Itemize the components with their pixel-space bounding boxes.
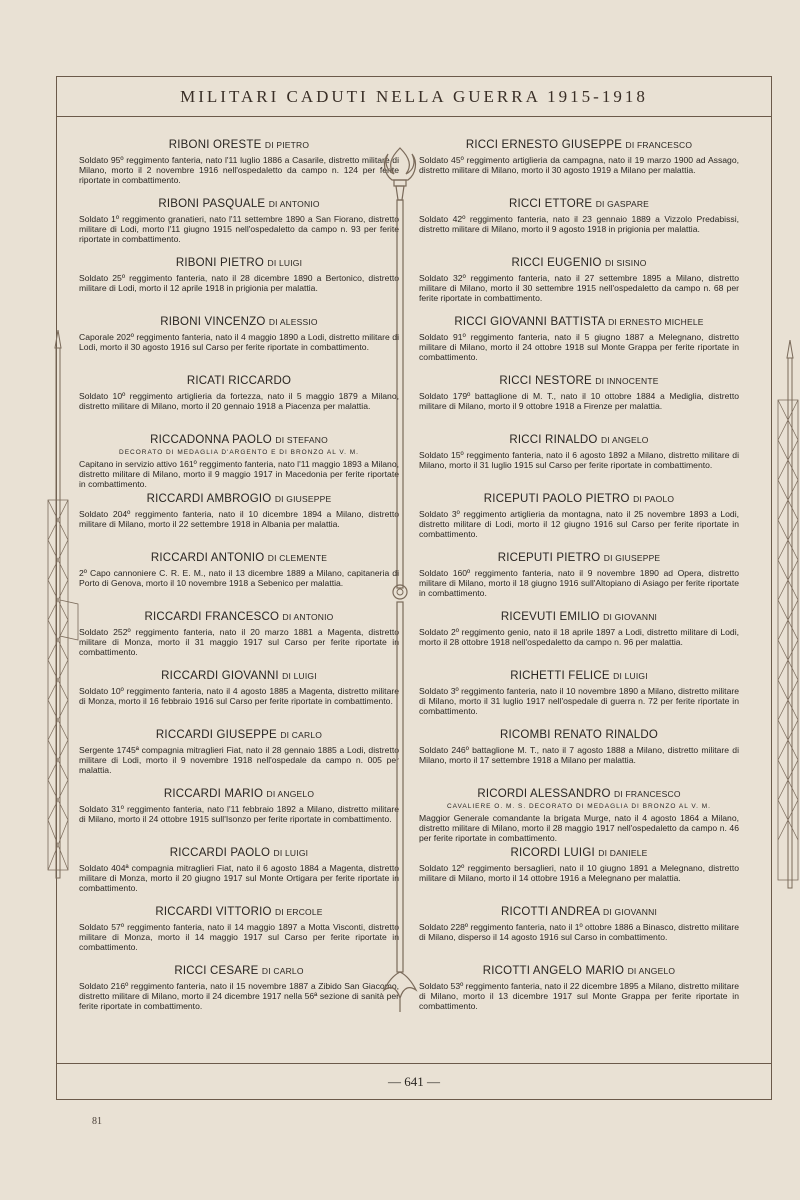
- entry-name: [419, 670, 739, 682]
- entry: [79, 198, 399, 257]
- parent-name: DI GIOVANNI: [603, 612, 658, 622]
- entry: [79, 847, 399, 906]
- entry-name: [79, 965, 399, 977]
- entry-text: Soldato 91º reggimento fanteria, nato il 5 giugno 1887 a Melegnano, distretto militare di Milano, morto il 24 ottobre 1918 sul Monte Grappa per ferite riportate in combattimento.: [419, 332, 739, 363]
- entry-text: Soldato 3º reggimento artiglieria da montagna, nato il 25 novembre 1893 a Lodi, distretto militare di Lodi, morto il 12 giugno 1916 sul Carso per ferite riportate in combattimento.: [419, 509, 739, 540]
- entry-text: Caporale 202º reggimento fanteria, nato il 4 maggio 1890 a Lodi, distretto militare di Lodi, morto il 30 agosto 1916 sul Carso per ferite riportate in combattimento.: [79, 332, 399, 353]
- soldier-name: RICEPUTI PIETRO: [497, 552, 601, 564]
- soldier-name: RICCARDI GIOVANNI: [161, 670, 279, 682]
- entry: [419, 375, 739, 434]
- entry-name: [79, 198, 399, 210]
- entry: [79, 316, 399, 375]
- entry-name: [419, 611, 739, 623]
- soldier-name: RICCARDI FRANCESCO: [144, 611, 280, 623]
- parent-name: DI CLEMENTE: [267, 553, 328, 563]
- entry: [79, 552, 399, 611]
- entry-text: Soldato 2º reggimento genio, nato il 18 aprile 1897 a Lodi, distretto militare di Lodi, morto il 28 ottobre 1918 nell'ospedaletto da campo n. 96 per malattia.: [419, 627, 739, 648]
- entry: [79, 611, 399, 670]
- parent-name: DI CARLO: [280, 730, 323, 740]
- entry-text: Soldato 57º reggimento fanteria, nato il 14 maggio 1897 a Motta Visconti, distretto militare di Monza, morto il 14 maggio 1917 sul Carso per ferite riportate in combattimento.: [79, 922, 399, 953]
- entry: [79, 729, 399, 788]
- entry-text: Soldato 31º reggimento fanteria, nato l'11 febbraio 1892 a Milano, distretto militare di Milano, morto il 24 ottobre 1915 sull'Isonzo per ferite riportate in combattimento.: [79, 804, 399, 825]
- entry-text: Soldato 246º battaglione M. T., nato il 7 agosto 1888 a Milano, distretto militare di Milano, morto il 17 settembre 1918 a Milano per malattia.: [419, 745, 739, 766]
- soldier-name: RICOTTI ANDREA: [500, 906, 600, 918]
- entry-name: [419, 493, 739, 505]
- entry: [79, 139, 399, 198]
- entry-name: [79, 493, 399, 505]
- entry: [419, 906, 739, 965]
- entry-text: Soldato 216º reggimento fanteria, nato il 15 novembre 1887 a Zibido San Giacomo, distretto militare di Milano, morto il 24 dicembre 1917 nella 56ª sezione di sanità per ferite riportate in combattimento.: [79, 981, 399, 1012]
- entry: [79, 434, 399, 493]
- parent-name: DI LUIGI: [273, 848, 309, 858]
- entry-text: Soldato 1º reggimento granatieri, nato l'11 settembre 1890 a San Fiorano, distretto militare di Lodi, morto l'11 giugno 1915 nell'ospedaletto da campo n. 93 per ferite riportate in combattimento.: [79, 214, 399, 245]
- entry: [79, 493, 399, 552]
- entry-name: [79, 670, 399, 682]
- entry: [419, 670, 739, 729]
- soldier-name: RICCARDI VITTORIO: [155, 906, 272, 918]
- entry-name: [79, 788, 399, 800]
- parent-name: DI DANIELE: [598, 848, 648, 858]
- entry-name: [419, 375, 739, 387]
- entry-text: Soldato 12º reggimento bersaglieri, nato il 10 giugno 1891 a Melegnano, distretto militare di Milano, morto il 14 ottobre 1916 a Melegnano per malattia.: [419, 863, 739, 884]
- soldier-name: RICCARDI ANTONIO: [150, 552, 265, 564]
- entry-text: Soldato 404ª compagnia mitraglieri Fiat, nato il 6 agosto 1884 a Magenta, distretto militare di Monza, morto il 20 giugno 1917 sul Monte Ortigara per ferite riportate in combattimento.: [79, 863, 399, 894]
- soldier-name: RIBONI PIETRO: [175, 257, 265, 269]
- title-bar: [57, 77, 771, 117]
- parent-name: DI LUIGI: [613, 671, 648, 681]
- entry-text: Soldato 10º reggimento fanteria, nato il 4 agosto 1885 a Magenta, distretto militare di Monza, morto il 16 febbraio 1916 sul Carso per ferite riportate in combattimento.: [79, 686, 399, 707]
- soldier-name: RICCI ETTORE: [508, 198, 593, 210]
- parent-name: DI FRANCESCO: [614, 789, 681, 799]
- parent-name: DI GIUSEPPE: [603, 553, 661, 563]
- soldier-name: RICATI RICCARDO: [186, 375, 292, 387]
- entry-name: [79, 434, 399, 446]
- parent-name: DI FRANCESCO: [625, 140, 693, 150]
- entry: [419, 198, 739, 257]
- parent-name: DI ANGELO: [627, 966, 676, 976]
- soldier-name: RICCI EUGENIO: [511, 257, 602, 269]
- entry-name: [79, 375, 399, 387]
- parent-name: DI GIOVANNI: [603, 907, 658, 917]
- entry: [419, 257, 739, 316]
- entry-text: Soldato 25º reggimento fanteria, nato il 28 dicembre 1890 a Bertonico, distretto militare di Lodi, morto il 12 aprile 1918 in prigionia per malattia.: [79, 273, 399, 294]
- parent-name: DI PIETRO: [264, 140, 310, 150]
- right-column: [419, 139, 739, 1024]
- page-number: — 641 —: [388, 1073, 440, 1089]
- entry-name: [79, 139, 399, 151]
- entry: [419, 316, 739, 375]
- parent-name: DI ANGELO: [601, 435, 649, 445]
- parent-name: DI ANTONIO: [282, 612, 334, 622]
- entry-name: [419, 434, 739, 446]
- soldier-name: RICHETTI FELICE: [510, 670, 610, 682]
- entry-name: [419, 139, 739, 151]
- entry-name: [79, 611, 399, 623]
- entry: [79, 375, 399, 434]
- parent-name: DI SISINO: [605, 258, 647, 268]
- entry-name: [79, 316, 399, 328]
- entry: [79, 965, 399, 1024]
- entry-name: [419, 847, 739, 859]
- entry-text: Soldato 204º reggimento fanteria, nato il 10 dicembre 1894 a Milano, distretto militare di Milano, morto il 22 settembre 1918 in Albania per malattia.: [79, 509, 399, 530]
- entry-text: Sergente 1745ª compagnia mitraglieri Fiat, nato il 28 gennaio 1885 a Lodi, distretto militare di Lodi, morto il 9 novembre 1918 nell'ospedale da campo n. 005 per malattia.: [79, 745, 399, 776]
- parent-name: DI LUIGI: [267, 258, 303, 268]
- soldier-name: RICCI RINALDO: [509, 434, 598, 446]
- left-column: [79, 139, 399, 1024]
- soldier-name: RICORDI ALESSANDRO: [477, 788, 611, 800]
- soldier-name: RICCARDI GIUSEPPE: [155, 729, 277, 741]
- entry-text: Soldato 32º reggimento fanteria, nato il 27 settembre 1895 a Milano, distretto militare di Milano, morto il 30 settembre 1915 nell'ospedaletto da campo n. 68 per ferite riportate in combattimento.: [419, 273, 739, 304]
- entry-name: [419, 257, 739, 269]
- soldier-name: RICEPUTI PAOLO PIETRO: [483, 493, 630, 505]
- entry-name: [419, 906, 739, 918]
- parent-name: DI GASPARE: [595, 199, 650, 209]
- entry-name: [79, 906, 399, 918]
- entry-name: [419, 965, 739, 977]
- entry-text: Soldato 15º reggimento fanteria, nato il 6 agosto 1892 a Milano, distretto militare di Milano, morto il 31 luglio 1915 sul Carso per ferite riportate in combattimento.: [419, 450, 739, 471]
- parent-name: DI STEFANO: [275, 435, 328, 445]
- entry-text: 2º Capo cannoniere C. R. E. M., nato il 13 dicembre 1889 a Milano, capitaneria di Porto di Genova, morto il 10 novembre 1918 a Sebenico per malattia.: [79, 568, 399, 589]
- entry-name: [79, 552, 399, 564]
- soldier-name: RICCI GIOVANNI BATTISTA: [454, 316, 605, 328]
- soldier-name: RICCARDI MARIO: [163, 788, 264, 800]
- entry-text: Soldato 42º reggimento fanteria, nato il 23 gennaio 1889 a Vizzolo Predabissi, distretto militare di Milano, morto il 9 agosto 1918 in prigionia per malattia.: [419, 214, 739, 235]
- sheet-number: 81: [92, 1116, 102, 1127]
- entry-name: [79, 729, 399, 741]
- entry: [419, 965, 739, 1024]
- soldier-name: RIBONI ORESTE: [168, 139, 262, 151]
- entry-name: [419, 198, 739, 210]
- entry-name: [79, 847, 399, 859]
- entry-text: Soldato 252º reggimento fanteria, nato il 20 marzo 1881 a Magenta, distretto militare di Monza, morto il 31 maggio 1917 sul Carso per ferite riportate in combattimento.: [79, 627, 399, 658]
- soldier-name: RICCI NESTORE: [499, 375, 592, 387]
- soldier-name: RICORDI LUIGI: [510, 847, 595, 859]
- entry-name: [419, 788, 739, 800]
- parent-name: DI LUIGI: [282, 671, 317, 681]
- entry-name: [419, 316, 739, 328]
- soldier-name: RICCARDI AMBROGIO: [146, 493, 272, 505]
- soldier-name: RICCI ERNESTO GIUSEPPE: [465, 139, 623, 151]
- soldier-name: RIBONI PASQUALE: [158, 198, 266, 210]
- entry: [419, 552, 739, 611]
- soldier-name: RICCARDI PAOLO: [169, 847, 271, 859]
- parent-name: DI ANGELO: [266, 789, 315, 799]
- entry: [419, 788, 739, 847]
- entry: [79, 670, 399, 729]
- entry-text: Soldato 160º reggimento fanteria, nato il 9 novembre 1890 ad Opera, distretto militare di Milano, morto il 18 giugno 1916 sull'Altopiano di Asiago per ferite riportate in combattimento.: [419, 568, 739, 599]
- entry-text: Soldato 53º reggimento fanteria, nato il 22 dicembre 1895 a Milano, distretto militare di Milano, morto il 13 dicembre 1917 sul Monte Grappa per ferite riportate in combattimento.: [419, 981, 739, 1012]
- soldier-name: RICEVUTI EMILIO: [500, 611, 600, 623]
- entry-name: [419, 729, 739, 741]
- parent-name: DI INNOCENTE: [595, 376, 659, 386]
- soldier-name: RICOMBI RENATO RINALDO: [500, 729, 658, 741]
- entry-text: Soldato 10º reggimento artiglieria da fortezza, nato il 5 maggio 1879 a Milano, distretto militare di Milano, morto il 20 gennaio 1918 a Piacenza per malattia.: [79, 391, 399, 412]
- entry-text: Soldato 179º battaglione di M. T., nato il 10 ottobre 1884 a Mediglia, distretto militare di Milano, morto il 9 ottobre 1918 a Firenze per malattia.: [419, 391, 739, 412]
- central-torch-ornament: [376, 140, 424, 1020]
- parent-name: DI ANTONIO: [268, 199, 320, 209]
- page-title: MILITARI CADUTI NELLA GUERRA 1915-1918: [180, 86, 648, 106]
- entry: [419, 847, 739, 906]
- entry-name: [419, 552, 739, 564]
- entry: [419, 729, 739, 788]
- decoration-line: DECORATO DI MEDAGLIA D'ARGENTO E DI BRONZO AL V. M.: [119, 449, 359, 456]
- soldier-name: RICCADONNA PAOLO: [150, 434, 272, 446]
- entry-text: Soldato 95º reggimento fanteria, nato l'11 luglio 1886 a Casarile, distretto militare di Milano, morto il 2 novembre 1916 nell'ospedaletto da campo n. 124 per ferite riportate in combattimento.: [79, 155, 399, 186]
- parent-name: DI ERNESTO MICHELE: [608, 317, 704, 327]
- entry-text: Soldato 3º reggimento fanteria, nato il 10 novembre 1890 a Milano, distretto militare di Milano, morto il 31 luglio 1917 nell'ospedale di guerra n. 72 per ferite riportate in combattimento.: [419, 686, 739, 717]
- entry: [419, 139, 739, 198]
- parent-name: DI PAOLO: [633, 494, 675, 504]
- parent-name: DI ERCOLE: [275, 907, 323, 917]
- parent-name: DI CARLO: [261, 966, 304, 976]
- parent-name: DI GIUSEPPE: [274, 494, 332, 504]
- page-footer: [57, 1063, 771, 1099]
- entry: [79, 788, 399, 847]
- entry-name: [79, 257, 399, 269]
- entry: [79, 257, 399, 316]
- entry: [419, 493, 739, 552]
- left-flag-ornament: [44, 330, 84, 890]
- entry: [419, 434, 739, 493]
- right-flag-ornament: [770, 340, 800, 900]
- entry-text: Capitano in servizio attivo 161º reggimento fanteria, nato l'11 maggio 1893 a Milano, distretto militare di Milano, morto il 9 maggio 1917 in Macedonia per ferite riportate in combattimento.: [79, 459, 399, 490]
- soldier-name: RICCI CESARE: [174, 965, 259, 977]
- entry-text: Maggior Generale comandante la brigata Murge, nato il 4 agosto 1864 a Milano, distretto militare di Milano, morto il 28 maggio 1917 nell'ospedaletto da campo n. 46 per ferite riportate in combattimento.: [419, 813, 739, 844]
- entry: [79, 906, 399, 965]
- parent-name: DI ALESSIO: [268, 317, 318, 327]
- soldier-name: RICOTTI ANGELO MARIO: [482, 965, 625, 977]
- entry-text: Soldato 228º reggimento fanteria, nato il 1º ottobre 1886 a Binasco, distretto militare di Milano, disperso il 14 agosto 1916 sul Carso in combattimento.: [419, 922, 739, 943]
- decoration-line: CAVALIERE O. M. S. DECORATO DI MEDAGLIA DI BRONZO AL V. M.: [446, 803, 711, 810]
- soldier-name: RIBONI VINCENZO: [160, 316, 266, 328]
- entry-text: Soldato 45º reggimento artiglieria da campagna, nato il 19 marzo 1900 ad Assago, distretto militare di Milano, morto il 30 agosto 1919 a Milano per malattia.: [419, 155, 739, 176]
- entry: [419, 611, 739, 670]
